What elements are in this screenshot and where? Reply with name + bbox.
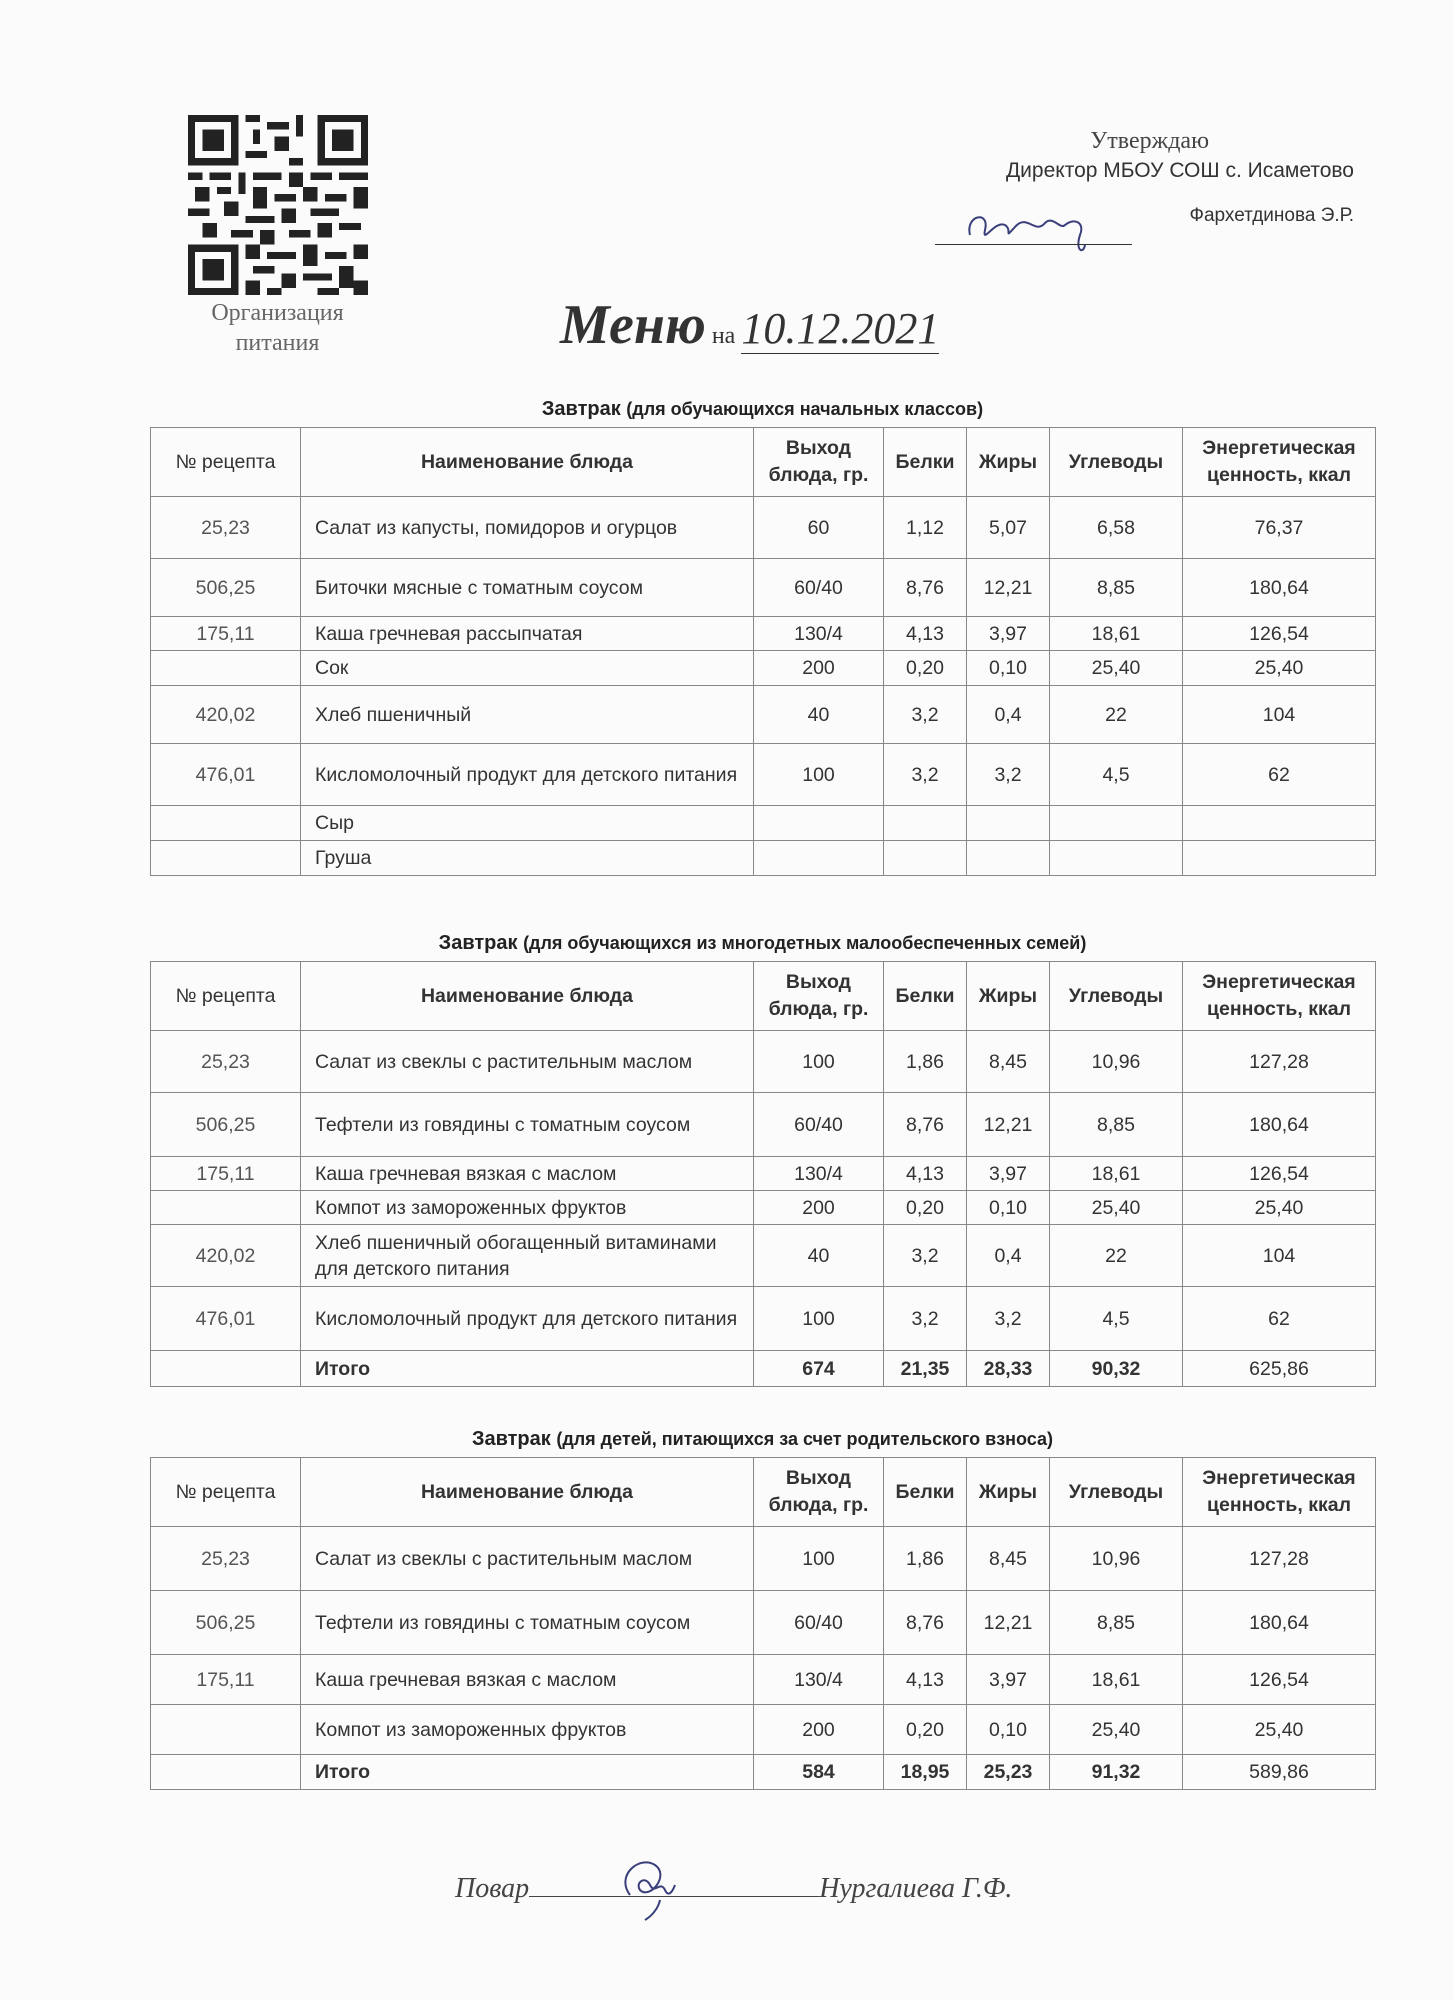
- table2-body: [151, 1031, 1376, 1387]
- table-row: [151, 1287, 1376, 1351]
- cell-recipe: 175,11: [151, 617, 301, 651]
- cell-yield: 100: [754, 744, 884, 806]
- table-row: [151, 1093, 1376, 1157]
- director-signature-line: [935, 244, 1132, 245]
- cell-yield: 674: [754, 1351, 884, 1387]
- cell-energy: 126,54: [1183, 1157, 1376, 1191]
- table1-body: [151, 497, 1376, 876]
- cell-recipe: [151, 841, 301, 876]
- table-header-row: [151, 428, 1376, 497]
- cell-fat: 8,45: [967, 1527, 1050, 1591]
- cell-name: Груша: [301, 841, 754, 876]
- col-energy: Энергетическая ценность, ккал: [1183, 1458, 1376, 1527]
- qr-code: [188, 115, 368, 295]
- table-row: [151, 651, 1376, 686]
- cell-fat: 3,2: [967, 744, 1050, 806]
- cell-energy: 76,37: [1183, 497, 1376, 559]
- cell-recipe: [151, 1755, 301, 1790]
- menu-word: Меню: [560, 294, 706, 356]
- table-header-row: [151, 1458, 1376, 1527]
- cell-yield: 130/4: [754, 1157, 884, 1191]
- cell-name: Салат из свеклы с растительным маслом: [301, 1031, 754, 1093]
- col-fat: Жиры: [967, 1458, 1050, 1527]
- col-carbs: Углеводы: [1050, 1458, 1183, 1527]
- cell-fat: 8,45: [967, 1031, 1050, 1093]
- cell-recipe: 506,25: [151, 1591, 301, 1655]
- cell-carbs: 18,61: [1050, 1157, 1183, 1191]
- cell-yield: 60/40: [754, 559, 884, 617]
- table-row: [151, 497, 1376, 559]
- cell-name: Хлеб пшеничный обогащенный витаминами для детского питания: [301, 1225, 754, 1287]
- cell-recipe: 506,25: [151, 1093, 301, 1157]
- cell-carbs: 8,85: [1050, 1093, 1183, 1157]
- cell-fat: 28,33: [967, 1351, 1050, 1387]
- cell-name: Компот из замороженных фруктов: [301, 1705, 754, 1755]
- cell-recipe: [151, 1351, 301, 1387]
- cell-fat: 3,2: [967, 1287, 1050, 1351]
- cell-energy: 62: [1183, 744, 1376, 806]
- table-row: [151, 744, 1376, 806]
- col-recipe: № рецепта: [151, 428, 301, 497]
- cell-fat: [967, 841, 1050, 876]
- cell-fat: 25,23: [967, 1755, 1050, 1790]
- cell-recipe: 476,01: [151, 744, 301, 806]
- table-row: [151, 1225, 1376, 1287]
- cell-energy: [1183, 841, 1376, 876]
- col-protein: Белки: [884, 962, 967, 1031]
- cell-yield: 100: [754, 1527, 884, 1591]
- cell-carbs: 22: [1050, 686, 1183, 744]
- cell-energy: 180,64: [1183, 559, 1376, 617]
- table-row: [151, 686, 1376, 744]
- cell-carbs: 91,32: [1050, 1755, 1183, 1790]
- cell-protein: [884, 806, 967, 841]
- cell-carbs: 6,58: [1050, 497, 1183, 559]
- cell-energy: 104: [1183, 1225, 1376, 1287]
- menu-date: 10.12.2021: [741, 304, 940, 353]
- cell-carbs: 18,61: [1050, 617, 1183, 651]
- cell-recipe: 175,11: [151, 1655, 301, 1705]
- cell-name: Тефтели из говядины с томатным соусом: [301, 1591, 754, 1655]
- cell-recipe: [151, 1705, 301, 1755]
- cell-fat: 3,97: [967, 1655, 1050, 1705]
- cell-yield: 100: [754, 1031, 884, 1093]
- cell-recipe: [151, 651, 301, 686]
- cell-carbs: 4,5: [1050, 744, 1183, 806]
- table-row: [151, 1655, 1376, 1705]
- approve-name: Фархетдинова Э.Р.: [1189, 205, 1354, 226]
- cell-protein: 3,2: [884, 686, 967, 744]
- cell-name: Каша гречневая вязкая с маслом: [301, 1655, 754, 1705]
- cook-label: Повар: [455, 1873, 530, 1904]
- cell-yield: 584: [754, 1755, 884, 1790]
- cell-yield: 200: [754, 1705, 884, 1755]
- cook-signature: [600, 1845, 695, 1925]
- col-protein: Белки: [884, 428, 967, 497]
- cell-fat: 3,97: [967, 1157, 1050, 1191]
- col-carbs: Углеводы: [1050, 962, 1183, 1031]
- cell-yield: 60/40: [754, 1093, 884, 1157]
- cell-energy: 589,86: [1183, 1755, 1376, 1790]
- cell-energy: 62: [1183, 1287, 1376, 1351]
- col-energy: Энергетическая ценность, ккал: [1183, 962, 1376, 1031]
- cell-recipe: 25,23: [151, 1527, 301, 1591]
- cell-yield: [754, 806, 884, 841]
- table-row: [151, 1705, 1376, 1755]
- cell-energy: 127,28: [1183, 1527, 1376, 1591]
- cell-name: Итого: [301, 1351, 754, 1387]
- cell-recipe: 420,02: [151, 686, 301, 744]
- cell-fat: 12,21: [967, 1591, 1050, 1655]
- cell-carbs: [1050, 806, 1183, 841]
- col-yield: Выход блюда, гр.: [754, 428, 884, 497]
- cell-energy: 127,28: [1183, 1031, 1376, 1093]
- col-energy: Энергетическая ценность, ккал: [1183, 428, 1376, 497]
- cell-protein: 8,76: [884, 1093, 967, 1157]
- cell-fat: 0,4: [967, 1225, 1050, 1287]
- cell-energy: 25,40: [1183, 1191, 1376, 1225]
- cell-name: Кисломолочный продукт для детского питания: [301, 744, 754, 806]
- table2-title-main: Завтрак: [438, 932, 518, 954]
- cell-yield: 100: [754, 1287, 884, 1351]
- col-recipe: № рецепта: [151, 962, 301, 1031]
- cell-name: Компот из замороженных фруктов: [301, 1191, 754, 1225]
- col-name: Наименование блюда: [301, 962, 754, 1031]
- cell-carbs: 25,40: [1050, 1191, 1183, 1225]
- cell-fat: [967, 806, 1050, 841]
- table-row: [151, 1191, 1376, 1225]
- cell-yield: 130/4: [754, 617, 884, 651]
- cell-name: Сыр: [301, 806, 754, 841]
- cell-energy: 25,40: [1183, 651, 1376, 686]
- col-protein: Белки: [884, 1458, 967, 1527]
- cell-carbs: 18,61: [1050, 1655, 1183, 1705]
- cell-protein: 1,86: [884, 1031, 967, 1093]
- col-name: Наименование блюда: [301, 1458, 754, 1527]
- cell-fat: 5,07: [967, 497, 1050, 559]
- table2-caption: [150, 932, 1375, 955]
- cell-protein: 0,20: [884, 1191, 967, 1225]
- cell-protein: 1,86: [884, 1527, 967, 1591]
- cell-carbs: 10,96: [1050, 1031, 1183, 1093]
- cell-recipe: 25,23: [151, 1031, 301, 1093]
- cell-yield: 60/40: [754, 1591, 884, 1655]
- cell-carbs: 8,85: [1050, 559, 1183, 617]
- cell-energy: 104: [1183, 686, 1376, 744]
- table-row: [151, 559, 1376, 617]
- menu-on: на: [711, 323, 736, 349]
- table3-body: [151, 1527, 1376, 1790]
- col-fat: Жиры: [967, 428, 1050, 497]
- cell-protein: 1,12: [884, 497, 967, 559]
- table-row: [151, 1527, 1376, 1591]
- cell-recipe: [151, 806, 301, 841]
- cell-yield: 40: [754, 1225, 884, 1287]
- total-row: [151, 1351, 1376, 1387]
- cell-energy: 180,64: [1183, 1093, 1376, 1157]
- table3-title-main: Завтрак: [471, 1428, 551, 1450]
- col-fat: Жиры: [967, 962, 1050, 1031]
- cell-protein: 4,13: [884, 1157, 967, 1191]
- cell-energy: 180,64: [1183, 1591, 1376, 1655]
- cell-protein: 4,13: [884, 617, 967, 651]
- cell-yield: 60: [754, 497, 884, 559]
- table-header-row: [151, 962, 1376, 1031]
- cell-carbs: 22: [1050, 1225, 1183, 1287]
- table-row: [151, 841, 1376, 876]
- cell-name: Биточки мясные с томатным соусом: [301, 559, 754, 617]
- cell-recipe: 506,25: [151, 559, 301, 617]
- cell-carbs: 25,40: [1050, 651, 1183, 686]
- section-primary: [150, 398, 1375, 876]
- cook-signature-block: [455, 1873, 1012, 1905]
- cell-energy: 126,54: [1183, 1655, 1376, 1705]
- cell-energy: 625,86: [1183, 1351, 1376, 1387]
- cell-recipe: [151, 1191, 301, 1225]
- cell-protein: 0,20: [884, 1705, 967, 1755]
- cell-yield: 130/4: [754, 1655, 884, 1705]
- cell-energy: [1183, 806, 1376, 841]
- cell-protein: 8,76: [884, 559, 967, 617]
- menu-table-large-families: [150, 961, 1376, 1387]
- cell-energy: 126,54: [1183, 617, 1376, 651]
- cell-yield: 40: [754, 686, 884, 744]
- qr-caption: Организация питания: [211, 300, 344, 356]
- col-recipe: № рецепта: [151, 1458, 301, 1527]
- table-row: [151, 806, 1376, 841]
- director-signature: [935, 195, 1135, 265]
- table1-title-main: Завтрак: [541, 398, 621, 420]
- menu-table-parental-fee: [150, 1457, 1376, 1790]
- page-title: [560, 293, 939, 357]
- cell-fat: 0,10: [967, 651, 1050, 686]
- cell-fat: 0,4: [967, 686, 1050, 744]
- cell-protein: 3,2: [884, 744, 967, 806]
- cell-recipe: 420,02: [151, 1225, 301, 1287]
- cell-carbs: 10,96: [1050, 1527, 1183, 1591]
- total-row: [151, 1755, 1376, 1790]
- cell-name: Салат из капусты, помидоров и огурцов: [301, 497, 754, 559]
- menu-table-primary: [150, 427, 1376, 876]
- cell-fat: 3,97: [967, 617, 1050, 651]
- cell-protein: 18,95: [884, 1755, 967, 1790]
- table3-title-sub: (для детей, питающихся за счет родительского взноса): [556, 1429, 1054, 1449]
- table-row: [151, 617, 1376, 651]
- cell-carbs: [1050, 841, 1183, 876]
- table-row: [151, 1157, 1376, 1191]
- col-carbs: Углеводы: [1050, 428, 1183, 497]
- cell-name: Салат из свеклы с растительным маслом: [301, 1527, 754, 1591]
- cell-name: Хлеб пшеничный: [301, 686, 754, 744]
- cell-yield: 200: [754, 651, 884, 686]
- cell-protein: [884, 841, 967, 876]
- cell-carbs: 8,85: [1050, 1591, 1183, 1655]
- cell-recipe: 25,23: [151, 497, 301, 559]
- approve-position: Директор МБОУ СОШ с. Исаметово: [1005, 159, 1354, 182]
- cell-name: Тефтели из говядины с томатным соусом: [301, 1093, 754, 1157]
- col-yield: Выход блюда, гр.: [754, 1458, 884, 1527]
- cell-yield: [754, 841, 884, 876]
- approve-label: Утверждаю: [1090, 128, 1209, 154]
- cell-name: Каша гречневая рассыпчатая: [301, 617, 754, 651]
- cell-name: Кисломолочный продукт для детского питания: [301, 1287, 754, 1351]
- cell-fat: 12,21: [967, 559, 1050, 617]
- cell-protein: 21,35: [884, 1351, 967, 1387]
- cell-name: Итого: [301, 1755, 754, 1790]
- cell-protein: 4,13: [884, 1655, 967, 1705]
- cell-carbs: 90,32: [1050, 1351, 1183, 1387]
- section-parental-fee: [150, 1428, 1375, 1790]
- cell-protein: 0,20: [884, 651, 967, 686]
- table3-caption: [150, 1428, 1375, 1451]
- section-large-families: [150, 932, 1375, 1387]
- cell-protein: 3,2: [884, 1225, 967, 1287]
- cell-fat: 0,10: [967, 1191, 1050, 1225]
- col-yield: Выход блюда, гр.: [754, 962, 884, 1031]
- cell-recipe: 175,11: [151, 1157, 301, 1191]
- cell-recipe: 476,01: [151, 1287, 301, 1351]
- table1-caption: [150, 398, 1375, 421]
- table2-title-sub: (для обучающихся из многодетных малообеспеченных семей): [523, 933, 1087, 953]
- cell-protein: 8,76: [884, 1591, 967, 1655]
- table-row: [151, 1591, 1376, 1655]
- col-name: Наименование блюда: [301, 428, 754, 497]
- table-row: [151, 1031, 1376, 1093]
- cell-energy: 25,40: [1183, 1705, 1376, 1755]
- cell-fat: 12,21: [967, 1093, 1050, 1157]
- cell-protein: 3,2: [884, 1287, 967, 1351]
- cook-name: Нургалиева Г.Ф.: [819, 1873, 1013, 1904]
- cell-name: Сок: [301, 651, 754, 686]
- table1-title-sub: (для обучающихся начальных классов): [626, 399, 984, 419]
- cell-carbs: 4,5: [1050, 1287, 1183, 1351]
- cell-carbs: 25,40: [1050, 1705, 1183, 1755]
- cell-yield: 200: [754, 1191, 884, 1225]
- cell-name: Каша гречневая вязкая с маслом: [301, 1157, 754, 1191]
- cell-fat: 0,10: [967, 1705, 1050, 1755]
